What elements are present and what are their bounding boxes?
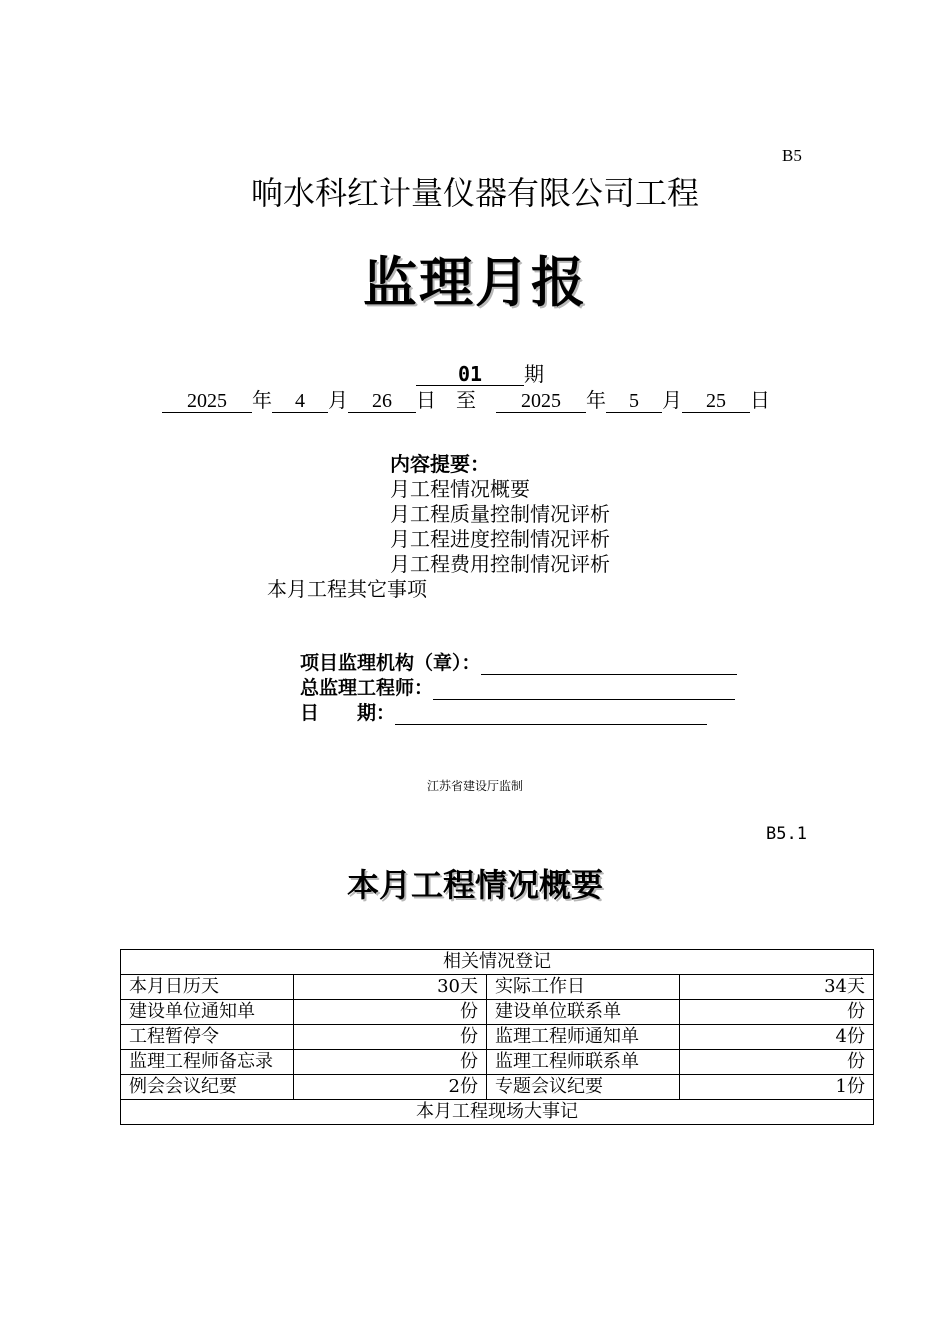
section-title: 本月工程情况概要 xyxy=(346,866,603,904)
table-row xyxy=(121,1025,874,1050)
month-char: 月 xyxy=(328,388,348,412)
org-seal-row xyxy=(300,648,737,675)
table-cell: 30天 xyxy=(294,975,487,1000)
issue-suffix: 期 xyxy=(524,362,544,386)
table-row xyxy=(121,1000,874,1025)
table-header-row xyxy=(121,950,874,975)
year-char: 年 xyxy=(586,388,606,412)
table-footer: 本月工程现场大事记 xyxy=(121,1100,874,1125)
day-char: 日 xyxy=(750,388,770,412)
table-cell: 建设单位联系单 xyxy=(487,1000,680,1025)
chief-engineer-row xyxy=(300,673,735,700)
table-cell: 建设单位通知单 xyxy=(121,1000,294,1025)
section-form-code: B5.1 xyxy=(766,824,807,844)
start-day: 26 xyxy=(348,390,416,413)
table-row xyxy=(121,1050,874,1075)
table-cell: 监理工程师联系单 xyxy=(487,1050,680,1075)
contents-item: 月工程费用控制情况评析 xyxy=(390,552,610,576)
table-cell: 例会会议纪要 xyxy=(121,1075,294,1100)
project-title: 响水科红计量仪器有限公司工程 xyxy=(250,174,699,212)
start-month: 4 xyxy=(272,390,328,413)
table-row xyxy=(121,1075,874,1100)
report-title: 监理月报 xyxy=(363,251,587,314)
sign-date-row xyxy=(300,698,707,725)
end-day: 25 xyxy=(682,390,750,413)
table-cell: 份 xyxy=(680,1000,874,1025)
to-char: 至 xyxy=(456,388,476,412)
table-cell: 份 xyxy=(680,1050,874,1075)
table-cell: 4份 xyxy=(680,1025,874,1050)
chief-engineer-label: 总监理工程师： xyxy=(300,677,434,699)
table-cell: 份 xyxy=(294,1050,487,1075)
end-month: 5 xyxy=(606,390,662,413)
year-char: 年 xyxy=(252,388,272,412)
table-row xyxy=(121,975,874,1000)
table-cell: 1份 xyxy=(680,1075,874,1100)
table-cell: 监理工程师备忘录 xyxy=(121,1050,294,1075)
sign-date-line xyxy=(395,706,707,725)
issue-line xyxy=(416,358,544,387)
table-cell: 专题会议纪要 xyxy=(487,1075,680,1100)
start-year: 2025 xyxy=(162,390,252,413)
table-cell: 2份 xyxy=(294,1075,487,1100)
end-year: 2025 xyxy=(496,390,586,413)
report-period xyxy=(162,384,770,413)
month-char: 月 xyxy=(662,388,682,412)
table-cell: 监理工程师通知单 xyxy=(487,1025,680,1050)
table-footer-row xyxy=(121,1100,874,1125)
contents-item: 本月工程其它事项 xyxy=(267,577,427,601)
sign-date-label: 日 期： xyxy=(300,702,396,724)
table-header: 相关情况登记 xyxy=(121,950,874,975)
issue-number: 01 xyxy=(416,363,524,386)
table-cell: 工程暂停令 xyxy=(121,1025,294,1050)
contents-label: 内容提要： xyxy=(390,452,490,476)
contents-item: 月工程进度控制情况评析 xyxy=(390,527,610,551)
contents-item: 月工程质量控制情况评析 xyxy=(390,502,610,526)
contents-item: 月工程情况概要 xyxy=(390,477,530,501)
table-cell: 份 xyxy=(294,1025,487,1050)
issuer: 江苏省建设厅监制 xyxy=(426,779,523,793)
org-seal-label: 项目监理机构（章）： xyxy=(300,652,481,674)
day-char: 日 xyxy=(416,388,436,412)
table-cell: 34天 xyxy=(680,975,874,1000)
registration-table xyxy=(120,949,874,1125)
table-cell: 份 xyxy=(294,1000,487,1025)
form-code: B5 xyxy=(782,146,802,165)
table-cell: 实际工作日 xyxy=(487,975,680,1000)
table-cell: 本月日历天 xyxy=(121,975,294,1000)
